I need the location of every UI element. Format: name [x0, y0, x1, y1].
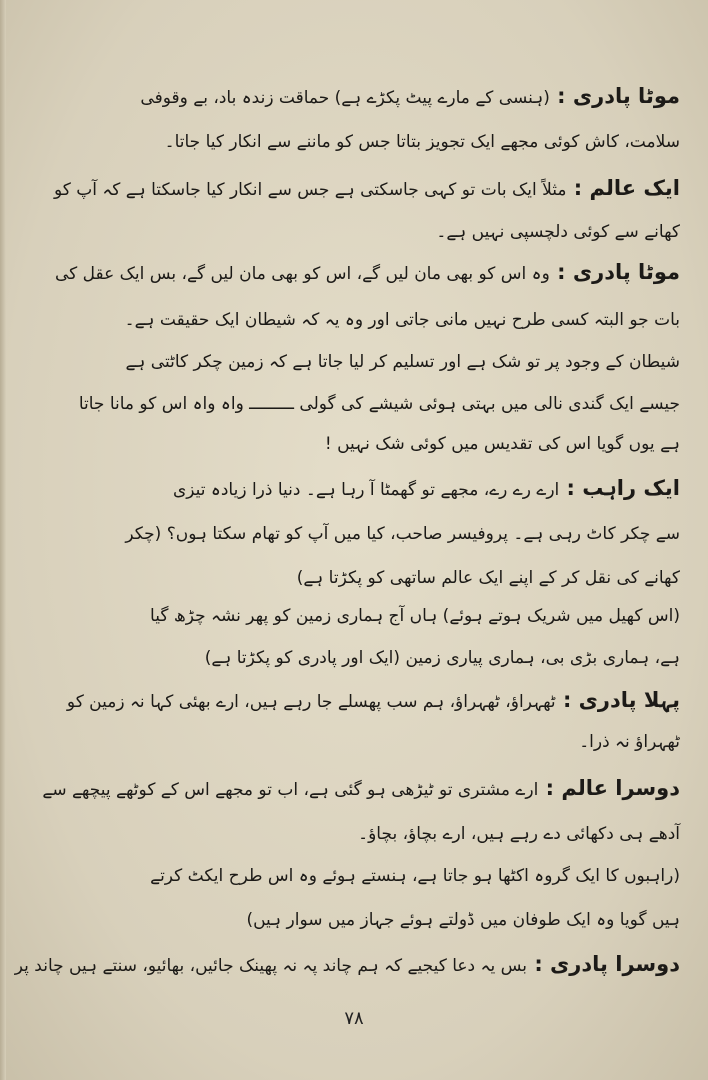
- speaker-label: ایک عالم :: [566, 176, 680, 200]
- speaker-label: دوسرا عالم :: [538, 776, 680, 800]
- line-text: بس یہ دعا کیجیے کہ ہم چاند پہ نہ پھینک جائیں، بھائیو، سنتے ہیں چاند پر: [14, 956, 528, 976]
- text-line: سلامت، کاش کوئی مجھے ایک تجویز بتاتا جس کو ماننے سے انکار کیا جاتا۔: [164, 132, 680, 152]
- speaker-label: ایک راہب :: [559, 476, 680, 500]
- line-text: مثلاً ایک بات تو کہی جاسکتی ہے جس سے انکار کیا جاسکتا ہے کہ آپ کو: [53, 180, 567, 200]
- text-line: [14, 952, 680, 978]
- line-text: وہ اس کو بھی مان لیں گے، اس کو بھی مان لیں گے، بس ایک عقل کی: [54, 264, 550, 284]
- text-line: کھانے کی نقل کر کے اپنے ایک عالم ساتھی کو پکڑتا ہے): [296, 568, 680, 588]
- page-number: ۷۸: [344, 1008, 364, 1029]
- text-line: [66, 688, 680, 714]
- text-line: [88, 84, 680, 110]
- text-line: آدھے ہی دکھائی دے رہے ہیں، ارے بچاؤ، بچاؤ۔: [358, 824, 680, 844]
- text-line: ہیں گویا وہ ایک طوفان میں ڈولتے ہوئے جہاز میں سوار ہیں): [246, 910, 680, 930]
- text-line: ٹھہراؤ نہ ذرا۔: [579, 732, 680, 752]
- text-line: شیطان کے وجود پر تو شک ہے اور تسلیم کر لیا جاتا ہے کہ زمین چکر کاٹتی ہے: [125, 352, 680, 372]
- speaker-label: موٹا پادری :: [549, 260, 680, 284]
- text-line: [88, 476, 680, 502]
- text-line: سے چکر کاٹ رہی ہے۔ پروفیسر صاحب، کیا میں آپ کو تھام سکتا ہوں؟ (چکر: [125, 524, 680, 544]
- speaker-label: پہلا پادری :: [555, 688, 680, 712]
- text-line: کھانے سے کوئی دلچسپی نہیں ہے۔: [436, 222, 680, 242]
- line-text: ارے رے رے، مجھے تو گھمٹا آ رہا ہے۔ دنیا ذرا زیادہ تیزی: [172, 480, 560, 500]
- text-line: [53, 176, 680, 202]
- text-line: (راہبوں کا ایک گروہ اکٹھا ہو جاتا ہے، ہنستے ہوئے وہ اس طرح ایکٹ کرتے: [150, 866, 680, 886]
- text-line: (اس کھیل میں شریک ہوتے ہوئے) ہاں آج ہماری زمین کو پھر نشہ چڑھ گیا: [150, 606, 680, 626]
- text-line: بات جو البتہ کسی طرح نہیں مانی جاتی اور وہ یہ کہ شیطان ایک حقیقت ہے۔: [124, 310, 680, 330]
- speaker-label: دوسرا پادری :: [527, 952, 680, 976]
- text-line: جیسے ایک گندی نالی میں بہتی ہوئی شیشے کی گولی ـــــــــ واہ واہ اس کو مانا جاتا: [78, 394, 680, 414]
- page-text: [14, 72, 680, 1010]
- text-line: ہے، ہماری بڑی بی، ہماری پیاری زمین (ایک اور پادری کو پکڑتا ہے): [204, 648, 680, 668]
- text-line: [54, 260, 680, 286]
- speaker-label: موٹا پادری :: [549, 84, 680, 108]
- text-line: [42, 776, 680, 802]
- text-line: ہے یوں گویا اس کی تقدیس میں کوئی شک نہیں !: [324, 434, 680, 454]
- line-text: (ہنسی کے مارے پیٹ پکڑے ہے) حماقت زندہ باد، بے وقوفی: [140, 88, 550, 108]
- line-text: ارے مشتری تو ٹیڑھی ہو گئی ہے، اب تو مجھے اس کے کوٹھے پیچھے سے: [42, 780, 539, 800]
- line-text: ٹھہراؤ، ٹھہراؤ، ہم سب پھسلے جا رہے ہیں، ارے بھئی کہا نہ زمین کو: [66, 692, 556, 712]
- page-edge: [0, 0, 6, 1080]
